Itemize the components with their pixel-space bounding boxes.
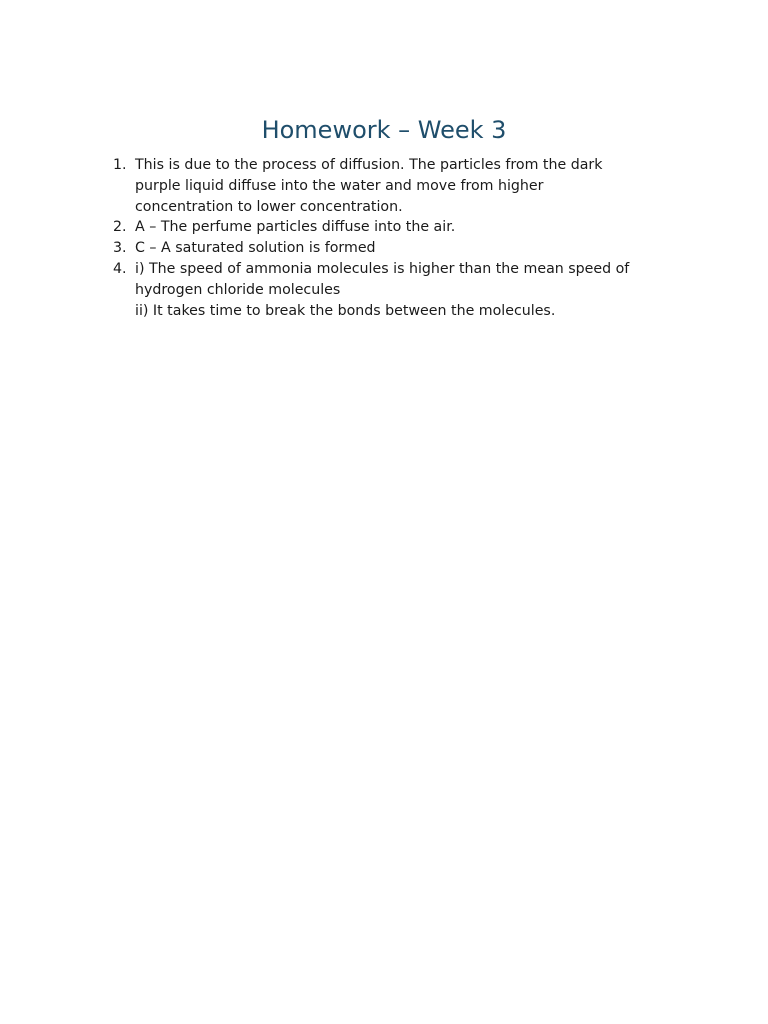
- list-item: [113, 155, 673, 217]
- answer-text-line: hydrogen chloride molecules: [135, 281, 341, 298]
- answer-text-line: C – A saturated solution is formed: [135, 240, 376, 257]
- list-number: 1.: [113, 157, 127, 173]
- answer-text-line: concentration to lower concentration.: [135, 198, 403, 215]
- list-item: [113, 217, 673, 238]
- list-item: [113, 238, 673, 259]
- answer-text-line: A – The perfume particles diffuse into the air.: [135, 219, 456, 236]
- answer-text-line: i) The speed of ammonia molecules is higher than the mean speed of: [135, 260, 630, 277]
- page-title: Homework – Week 3: [261, 116, 507, 144]
- answer-text-line: This is due to the process of diffusion. The particles from the dark: [135, 157, 603, 173]
- answer-text-line: purple liquid diffuse into the water and move from higher: [135, 177, 544, 194]
- answer-text-line: ii) It takes time to break the bonds between the molecules.: [135, 302, 556, 319]
- list-number: 4.: [113, 260, 127, 277]
- list-number: 2.: [113, 219, 127, 236]
- list-number: 3.: [113, 240, 127, 257]
- list-item: [113, 259, 673, 321]
- answer-list: [113, 155, 673, 321]
